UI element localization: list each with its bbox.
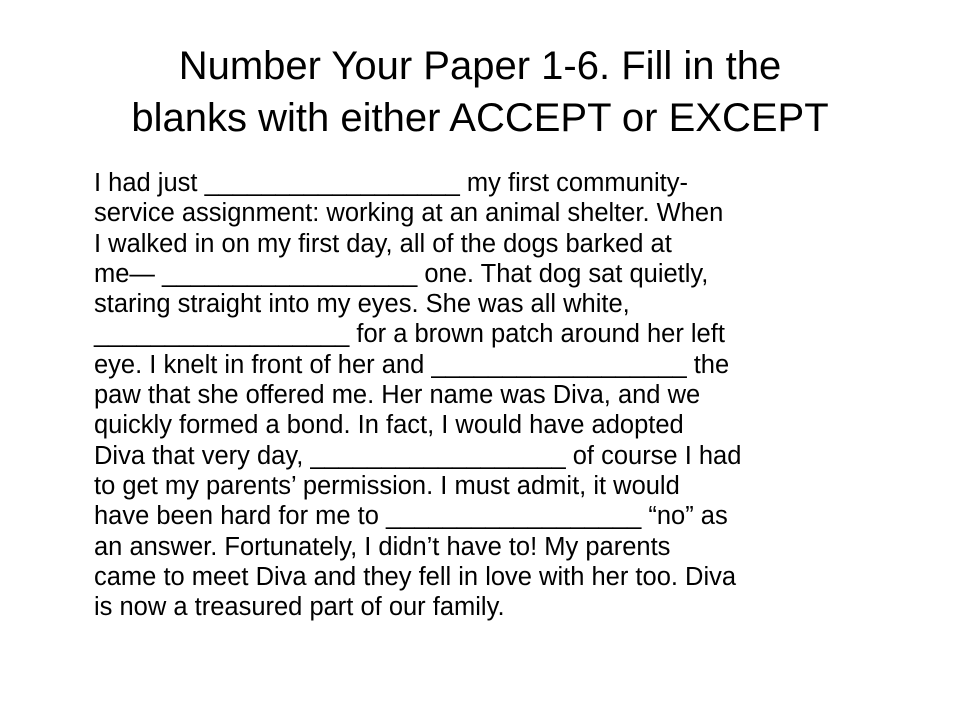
body-line-10: Diva that very day, __________________ of course I had — [94, 441, 742, 470]
body-line-6: __________________ for a brown patch around her left — [94, 320, 725, 349]
body-line-4: me— __________________ one. That dog sat quietly, — [94, 259, 709, 288]
body-line-14: came to meet Diva and they fell in love with her too. Diva — [94, 562, 737, 591]
body-line-2: service assignment: working at an animal shelter. When — [94, 199, 724, 228]
body-line-7: eye. I knelt in front of her and __________________ the — [94, 350, 730, 379]
body-line-9: quickly formed a bond. In fact, I would have adopted — [94, 411, 684, 440]
title-line-1: Number Your Paper 1-6. Fill in the — [178, 44, 782, 88]
body-line-8: paw that she offered me. Her name was Diva, and we — [94, 381, 701, 410]
body-line-3: I walked in on my first day, all of the dogs barked at — [94, 229, 672, 258]
body-line-15: is now a treasured part of our family. — [94, 593, 505, 622]
body-line-11: to get my parents’ permission. I must admit, it would — [94, 471, 680, 500]
story-paragraph — [94, 168, 934, 622]
body-line-5: staring straight into my eyes. She was all white, — [94, 290, 630, 319]
body-line-1: I had just __________________ my first community- — [94, 169, 688, 197]
body-line-13: an answer. Fortunately, I didn’t have to! My parents — [94, 532, 671, 561]
title-line-2: blanks with either ACCEPT or EXCEPT — [131, 96, 829, 140]
slide-title — [0, 40, 960, 144]
body-line-12: have been hard for me to __________________ “no” as — [94, 502, 728, 531]
